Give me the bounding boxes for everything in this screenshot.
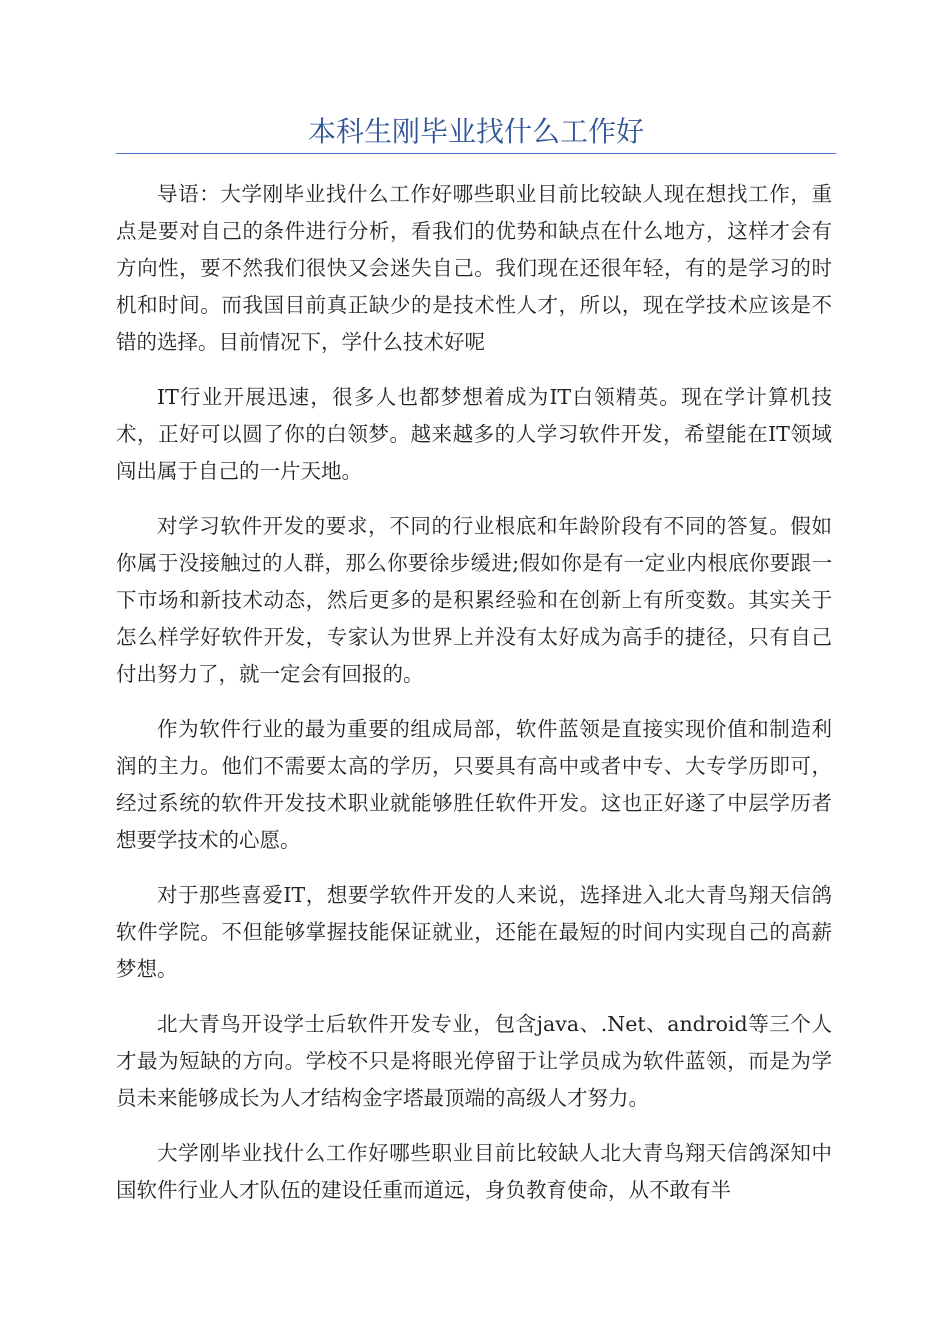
paragraph-software-bluecollar: 作为软件行业的最为重要的组成局部，软件蓝领是直接实现价值和制造利润的主力。他们不需要太高的学历，只要具有高中或者中专、大专学历即可，经过系统的软件开发技术职业就能够胜任软件开发。这也正好遂了中层学历者想要学技术的心愿。 (116, 717, 832, 852)
paragraph-school-choice: 对于那些喜爱IT，想要学软件开发的人来说，选择进入北大青鸟翔天信鸽软件学院。不但能够掌握技能保证就业，还能在最短的时间内实现自己的高薪梦想。 (116, 883, 832, 981)
paragraph-programs: 北大青鸟开设学士后软件开发专业，包含java、.Net、android等三个人才最为短缺的方向。学校不只是将眼光停留于让学员成为软件蓝领，而是为学员未来能够成长为人才结构金字塔最顶端的高级人才努力。 (116, 1012, 832, 1110)
document-title: 本科生刚毕业找什么工作好 (307, 115, 644, 148)
title-underline (116, 153, 836, 154)
paragraph-it-industry: IT行业开展迅速，很多人也都梦想着成为IT白领精英。现在学计算机技术，正好可以圆了你的白领梦。越来越多的人学习软件开发，希望能在IT领域闯出属于自己的一片天地。 (116, 385, 832, 483)
document-body (116, 176, 832, 1227)
paragraph-learning-requirements: 对学习软件开发的要求，不同的行业根底和年龄阶段有不同的答复。假如你属于没接触过的人群，那么你要徐步缓进;假如你是有一定业内根底你要跟一下市场和新技术动态，然后更多的是积累经验和在创新上有所变数。其实关于怎么样学好软件开发，专家认为世界上并没有太好成为高手的捷径，只有自己付出努力了，就一定会有回报的。 (116, 514, 832, 686)
paragraph-closing: 大学刚毕业找什么工作好哪些职业目前比较缺人北大青鸟翔天信鸽深知中国软件行业人才队伍的建设任重而道远，身负教育使命，从不敢有半 (116, 1141, 832, 1202)
paragraph-intro: 导语：大学刚毕业找什么工作好哪些职业目前比较缺人现在想找工作，重点是要对自己的条件进行分析，看我们的优势和缺点在什么地方，这样才会有方向性，要不然我们很快又会迷失自己。我们现在还很年轻，有的是学习的时机和时间。而我国目前真正缺少的是技术性人才，所以，现在学技术应该是不错的选择。目前情况下，学什么技术好呢 (116, 182, 832, 354)
